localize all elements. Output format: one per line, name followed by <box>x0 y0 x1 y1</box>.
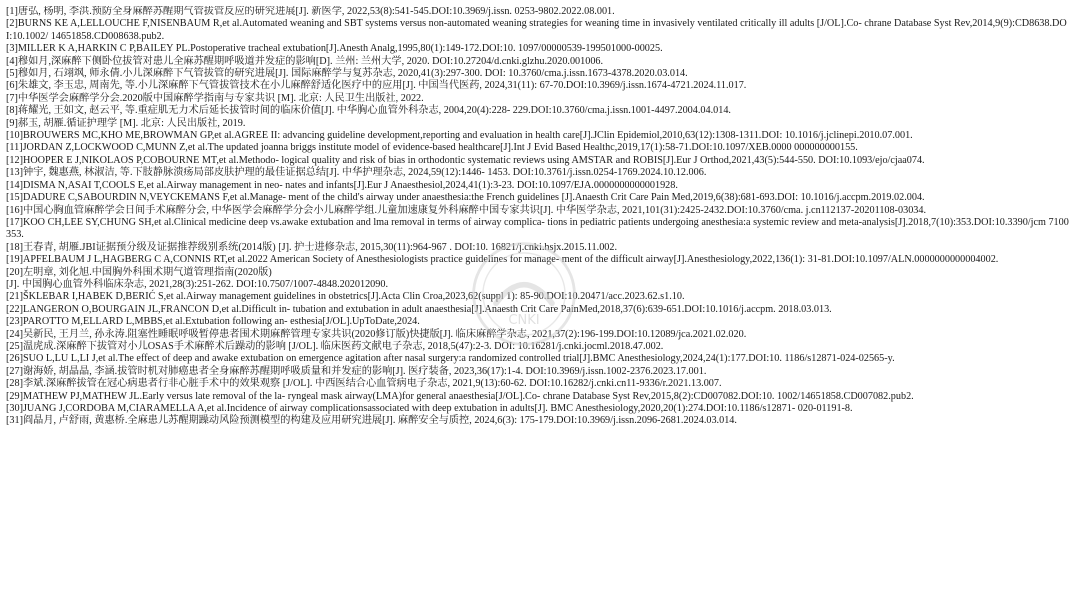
reference-item: [24]吴新民, 王月兰, 孙永涛.阻塞性睡眠呼吸暂停患者围术期麻醉管理专家共识(2020修订版)快捷版[J]. 临床麻醉学杂志, 2021,37(2):196-199.DOI:10.12089/jca.2021.02.020. <box>6 328 747 340</box>
reference-item: [22]LANGERON O,BOURGAIN JL,FRANCON D,et al.Difficult in- tubation and extubation in adult anaesthesia[J].Anaesth Crit Care PainMed,2018,37(6):639-651.DOI:10.1016/j.accpm. 2018.03.013. <box>6 303 832 315</box>
reference-list <box>6 6 1072 428</box>
watermark-text: CNKI <box>508 312 540 328</box>
reference-item: [12]HOOPER E J,NIKOLAOS P,COBOURNE MT,et al.Methodo- logical quality and risk of bias in orthodontic systematic reviews using AMSTAR and ROBIS[J].Eur J Orthod,2021,43(5):544-550. DOI:10.1093/ejo/cjaa074. <box>6 154 925 166</box>
reference-item: [20]左明章, 刘化旭.中国胸外科围术期气道管理指南(2020版) <box>6 266 272 278</box>
reference-item: [6]朱雄文, 李玉忠, 周南先, 等.小儿深麻醉下气管拔管技术在小儿麻醉舒适化医疗中的应用[J]. 中国当代医药, 2024,31(11): 67-70.DOI:10.3969/j.issn.1674-4721.2024.11.017. <box>6 80 747 92</box>
reference-item: [27]谢海娇, 胡晶晶, 李涵.拔管时机对肺癌患者全身麻醉苏醒期呼吸质量和并发症的影响[J]. 医疗装备, 2023,36(17):1-4. DOI:10.3969/j.issn.1002-2376.2023.17.001. <box>6 365 707 377</box>
reference-list-page <box>6 6 1072 604</box>
reference-item: [30]JUANG J,CORDOBA M,CIARAMELLA A,et al.Incidence of airway complicationsassociated with deep extubation in adults[J]. BMC Anesthesiology,2020,20(1):274.DOI:10.1186/s12871- 020-01191-8. <box>6 403 853 414</box>
reference-item: [29]MATHEW PJ,MATHEW JL.Early versus late removal of the la- ryngeal mask airway(LMA)for general anaesthesia[J/OL].Co- chrane Database Syst Rev,2015,8(2):CD007082.DOI:10. 1002/14651858.CD007082.pub2. <box>6 390 914 402</box>
reference-item: [10]BROUWERS MC,KHO ME,BROWMAN GP,et al.AGREE II: advancing guideline development,reporting and evaluation in health care[J].JClin Epidemiol,2010,63(12):1308-1311.DOI: 10.1016/j.jclinepi.2010.07.001. <box>6 130 913 142</box>
reference-item: [9]郝玉, 胡雁.循证护理学 [M]. 北京: 人民出版社, 2019. <box>6 117 246 129</box>
reference-item: [7]中华医学会麻醉学分会.2020版中国麻醉学指南与专家共识 [M]. 北京: 人民卫生出版社, 2022. <box>6 92 424 104</box>
reference-item: [18]王春青, 胡雁.JBI证据预分级及证据推荐级别系统(2014版) [J]. 护士进修杂志, 2015,30(11):964-967 . DOI:10. 16821/j.cnki.hsjx.2015.11.002. <box>6 241 618 253</box>
reference-item: [25]温虎成.深麻醉下拔管对小儿OSAS手术麻醉术后躁动的影响 [J/OL]. 临床医药文献电子杂志, 2018,5(47):2-3. DOI: 10.16281/j.cnki.jocml.2018.47.002. <box>6 340 664 352</box>
reference-item: [23]PAROTTO M,ELLARD L,MBBS,et al.Extubation following an- esthesia[J/OL].UpToDate,2024. <box>6 316 420 328</box>
reference-item: [28]李斌.深麻醉拔管在冠心病患者行非心脏手术中的效果观察 [J/OL]. 中西医结合心血管病电子杂志, 2021,9(13):60-62. DOI:10.16282/j.cnki.cn11-9336/r.2021.13.007. <box>6 378 722 390</box>
reference-item: [26]SUO L,LU L,LI J,et al.The effect of deep and awake extubation on emergence agitation after nasal surgery:a randomized controlled trial[J].BMC Anesthesiology,2024,24(1):177.DOI:10. 1186/s12871-024-02565-y. <box>6 353 895 365</box>
reference-item: [17]KOO CH,LEE SY,CHUNG SH,et al.Clinical medicine deep vs.awake extubation and lma removal in terms of airway complica- tions in pediatric patients undergoing anesthesia:a systemic review and meta-analysis[J].2018,7(10):353.DOI:10.3390/jcm 7100353. <box>6 216 1069 241</box>
reference-item: [15]DADURE C,SABOURDIN N,VEYCKEMANS F,et al.Manage- ment of the child's airway under anaesthesia:the French guidelines [J].Anaesth Crit Care Pain Med,2019,6(38):681-693.DOI: 10.1016/j.accpm.2019.02.004. <box>6 192 925 204</box>
reference-item: [8]蒋耀光, 王如文, 赵云平, 等.重症肌无力术后延长拔管时间的临床价值[J]. 中华胸心血管外科杂志, 2004,20(4):228- 229.DOI:10.3760/cma.j.issn.1001-4497.2004.04.014. <box>6 105 731 117</box>
reference-item: [J]. 中国胸心血管外科临床杂志, 2021,28(3):251-262. DOI:10.7507/1007-4848.202012090. <box>6 278 389 290</box>
reference-item: [2]BURNS KE A,LELLOUCHE F,NISENBAUM R,et al.Automated weaning and SBT systems versus non-automated weaning strategies for weaning time in invasively ventilated critically ill adults [J/OL].Co- chrane Database Syst Rev,2014,9(9):CD8638.DOI:10.1002/ 14651858.CD008638.pub2. <box>6 18 1067 42</box>
reference-item: [21]ŠKLEBAR I,HABEK D,BERIĆ S,et al.Airway management guidelines in obstetrics[J].Acta Clin Croa,2023,62(suppl 1): 85-90.DOI:10.20471/acc.2023.62.s1.10. <box>6 291 685 303</box>
reference-item: [31]阎晶月, 卢舒雨, 黄惠桥.全麻患儿苏醒期躁动风险预测模型的构建及应用研究进展[J]. 麻醉安全与质控, 2024,6(3): 175-179.DOI:10.3969/j.issn.2096-2681.2024.03.014. <box>6 415 737 427</box>
reference-item: [11]JORDAN Z,LOCKWOOD C,MUNN Z,et al.The updated joanna briggs institute model of evidence-based healthcare[J].Int J Evid Based Healthc,2019,17(1):58-71.DOI:10.1097/XEB.0000 000000000155. <box>6 142 858 154</box>
reference-item: [3]MILLER K A,HARKIN C P,BAILEY PL.Postoperative tracheal extubation[J].Anesth Analg,1995,80(1):149-172.DOI:10. 1097/00000539-199501000-00025. <box>6 43 663 55</box>
reference-item: [13]钟宇, 魏惠燕, 林淑洁, 等.下肢静脉溃疡局部皮肤护理的最佳证据总结[J]. 中华护理杂志, 2024,59(12):1446- 1453. DOI:10.3761/j.issn.0254-1769.2024.10.12.006. <box>6 167 707 179</box>
reference-item: [5]穆如月, 石翊飒, 师永倩.小儿深麻醉下气管拔管的研究进展[J]. 国际麻醉学与复苏杂志, 2020,41(3):297-300. DOI: 10.3760/cma.j.issn.1673-4378.2020.03.014. <box>6 68 688 80</box>
reference-item: [16]中国心胸血管麻醉学会日间手术麻醉分会, 中华医学会麻醉学分会小儿麻醉学组.儿童加速康复外科麻醉中国专家共识[J]. 中华医学杂志, 2021,101(31):2425-2432.DOI:10.3760/cma. j.cn112137-20201108-03034. <box>6 204 927 216</box>
reference-item: [14]DISMA N,ASAI T,COOLS E,et al.Airway management in neo- nates and infants[J].Eur J Anaesthesiol,2024,41(1):3-23. DOI:10.1097/EJA.0000000000001928. <box>6 179 678 191</box>
reference-item: [4]穆如月,深麻醉下侧卧位拔管对患儿全麻苏醒期呼吸道并发症的影响[D]. 兰州: 兰州大学, 2020. DOI:10.27204/d.cnki.glzhu.2020.001006. <box>6 55 604 67</box>
reference-item: [19]APFELBAUM J L,HAGBERG C A,CONNIS RT,et al.2022 American Society of Anesthesiologists practice guidelines for manage- ment of the difficult airway[J].Anesthesiology,2022,136(1): 31-81.DOI:10.1097/ALN.0000000000004002. <box>6 254 999 266</box>
reference-item: [1]唐弘, 杨明, 李洪.预防全身麻醉苏醒期气管拔管反应的研究进展[J]. 新医学, 2022,53(8):541-545.DOI:10.3969/j.issn. 0253-9802.2022.08.001. <box>6 6 615 17</box>
